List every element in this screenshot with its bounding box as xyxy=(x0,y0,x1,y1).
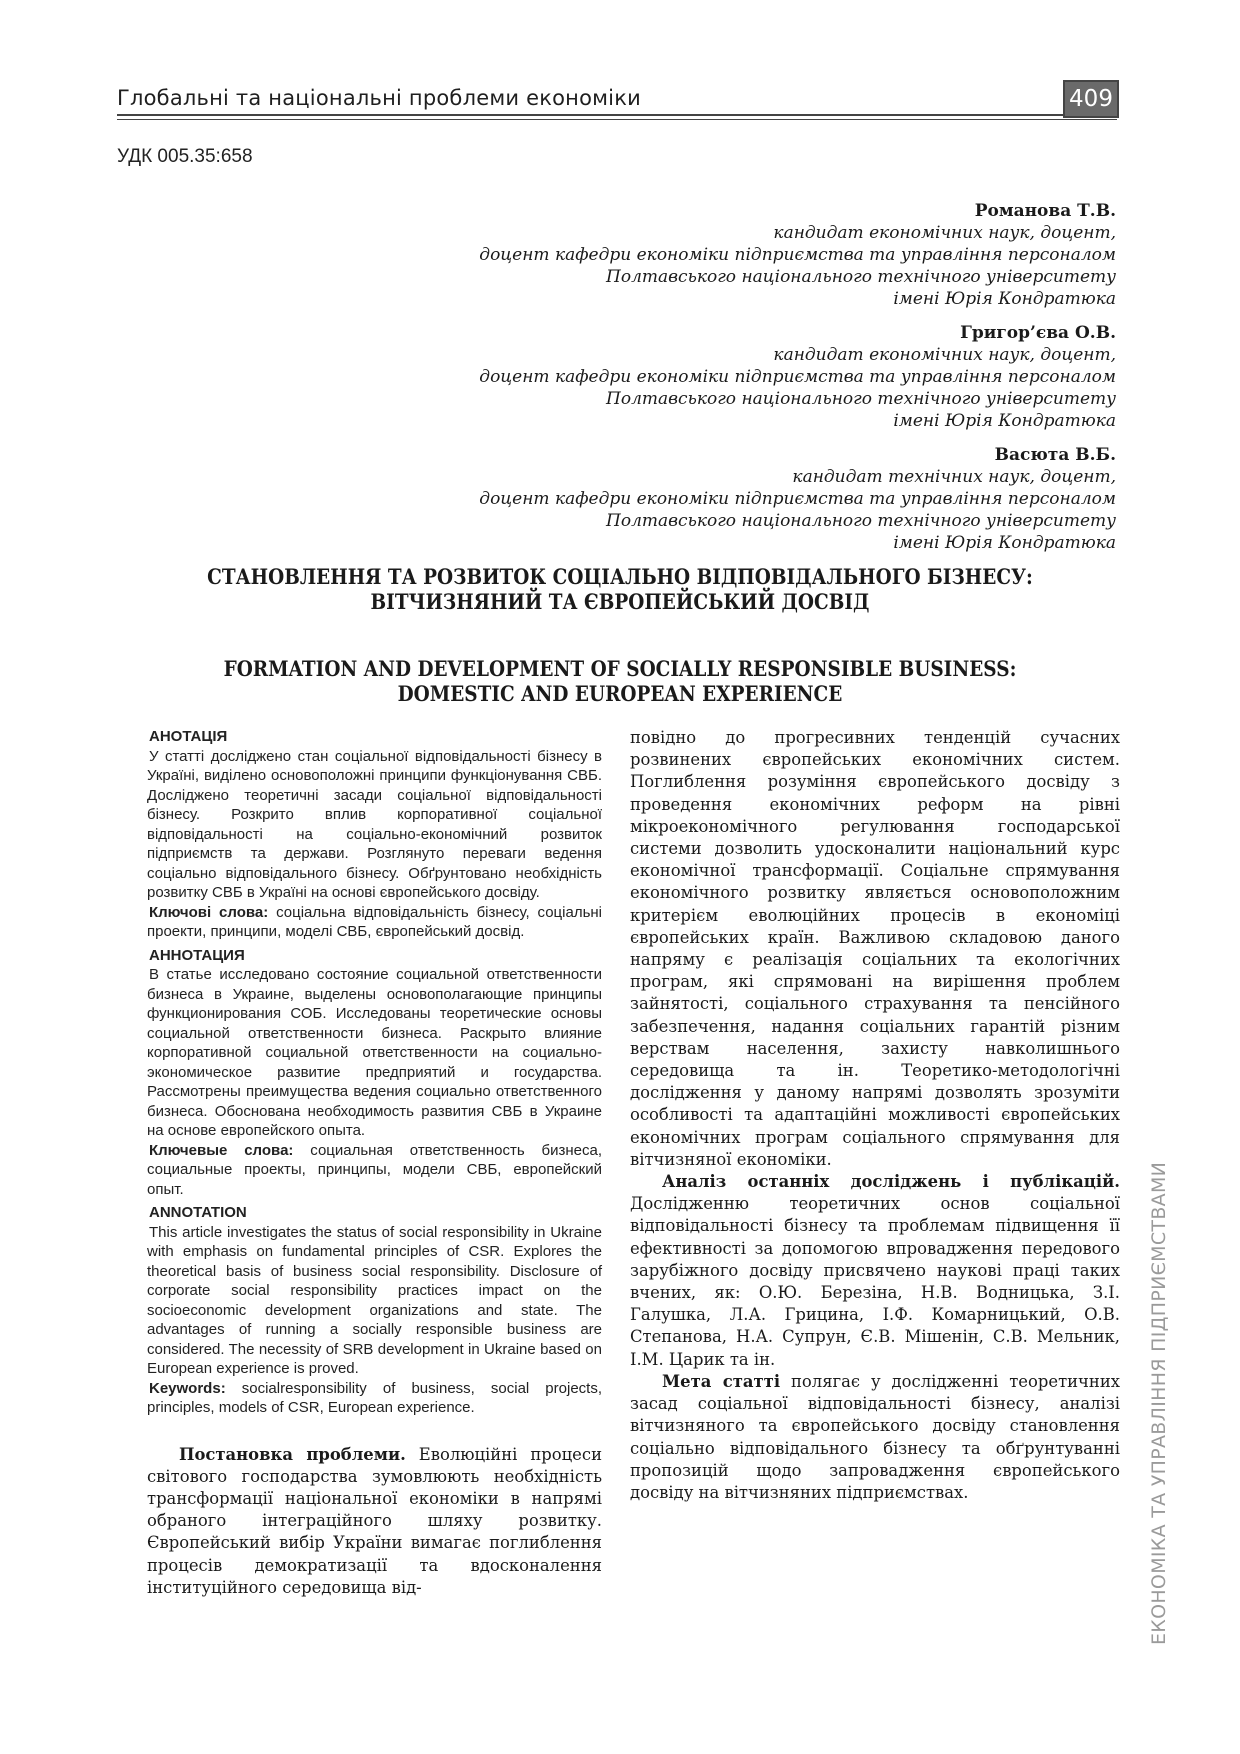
author-name: Романова Т.В. xyxy=(974,201,1116,221)
author-affiliation-line: доцент кафедри економіки підприємства та управління персоналом xyxy=(479,367,1116,387)
section-problem-continued xyxy=(630,727,1120,1504)
author-affiliation-line: доцент кафедри економіки підприємства та управління персоналом xyxy=(479,245,1116,265)
keywords xyxy=(147,1379,602,1418)
title-ua-line-2: ВІТЧИЗНЯНИЙ ТА ЄВРОПЕЙСЬКИЙ ДОСВІД xyxy=(370,589,870,614)
keywords-list: socialresponsibility of business, social projects, principles, models of CSR, European experience. xyxy=(147,1379,602,1416)
paragraph-text: полягає у дослідженні теоретичних засад соціальної відповідальності бізнесу, аналізі вітчизняного та європейського досвіду становлення соціально відповідального бізнесу та обґрунтуванні пропозицій щодо запровадження європейського досвіду на вітчизняних підприємствах. xyxy=(630,1371,1120,1502)
section-problem-statement xyxy=(147,1444,602,1599)
section-heading: Постановка проблеми. xyxy=(179,1444,406,1464)
author-affiliation-line: кандидат економічних наук, доцент, xyxy=(773,345,1116,365)
keywords-label: Ключові слова: xyxy=(149,903,269,921)
header-rule-secondary xyxy=(117,119,1117,120)
section-heading: Мета статті xyxy=(662,1371,781,1391)
title-ua-line-1: СТАНОВЛЕННЯ ТА РОЗВИТОК СОЦІАЛЬНО ВІДПОВІДАЛЬНОГО БІЗНЕСУ: xyxy=(207,564,1033,589)
author-entry xyxy=(316,322,1116,432)
keywords xyxy=(147,903,602,942)
section-heading: Аналіз останніх досліджень і публікацій. xyxy=(662,1172,1120,1192)
author-name: Григор’єва О.В. xyxy=(960,323,1116,343)
keywords-list: социальная ответственность бизнеса, социальные проекты, принципы, модели СВБ, европейский опыт. xyxy=(147,1141,602,1198)
journal-section-title: Глобальні та національні проблеми економіки xyxy=(117,86,641,110)
abstract-text: У статті досліджено стан соціальної відповідальності бізнесу в Україні, виділено основоположні принципи функціонування СВБ. Досліджено теоретичні засади соціальної відповідальності бізнесу. Розкрито вплив корпоративної соціальної відповідальності на соціально-економічний розвиток підприємств та держави. Розглянуто переваги ведення соціально відповідального бізнесу. Обґрунтовано необхідність розвитку СВБ в Україні на основі європейського досвіду. xyxy=(147,747,602,901)
left-column xyxy=(147,727,602,1599)
udc-code: УДК 005.35:658 xyxy=(117,146,253,167)
author-affiliation-line: імені Юрія Кондратюка xyxy=(893,411,1116,431)
author-entry xyxy=(316,200,1116,310)
abstract-heading: ANNOTATION xyxy=(149,1204,247,1221)
author-affiliation-line: Полтавського національного технічного університету xyxy=(606,267,1116,287)
page-number: 409 xyxy=(1063,80,1119,118)
abstract-heading: АННОТАЦИЯ xyxy=(149,946,245,964)
title-english xyxy=(180,656,1060,706)
author-affiliation-line: імені Юрія Кондратюка xyxy=(893,289,1116,309)
paragraph-text: Еволюційні процеси світового господарства зумовлюють необхідність трансформації національної економіки в напрямі обраного інтеграційного шляху розвитку. Європейський вибір України вимагає поглиблення процесів демократизації та вдосконалення інституційного середовища від- xyxy=(147,1444,602,1597)
author-name: Васюта В.Б. xyxy=(994,445,1116,465)
keywords-label: Keywords: xyxy=(149,1379,226,1397)
journal-rubric-side-label: ЕКОНОМІКА ТА УПРАВЛІННЯ ПІДПРИЄМСТВАМИ xyxy=(1148,1161,1170,1645)
author-affiliation-line: імені Юрія Кондратюка xyxy=(893,533,1116,553)
abstract-ukrainian xyxy=(147,727,602,942)
keywords-label: Ключевые слова: xyxy=(149,1141,294,1159)
running-header xyxy=(117,80,1117,120)
keywords-list: соціальна відповідальність бізнесу, соціальні проекти, принципи, моделі СВБ, європейський досвід. xyxy=(147,903,603,940)
author-affiliation-line: Полтавського національного технічного університету xyxy=(606,511,1116,531)
abstract-text: В статье исследовано состояние социальной ответственности бизнеса в Украине, выделены основополагающие принципы функционирования СОБ. Исследованы теоретические основы социальной ответственности бизнеса. Раскрыто влияние корпоративной социальной ответственности на социально-экономическое развитие предприятий и государства. Рассмотрены преимущества ведения социально ответственного бизнеса. Обоснована необходимость развития СВБ в Украине на основе европейского опыта. xyxy=(147,966,602,1139)
keywords xyxy=(147,1141,602,1200)
abstract-heading: АНОТАЦІЯ xyxy=(149,728,228,745)
author-affiliation-line: кандидат економічних наук, доцент, xyxy=(773,223,1116,243)
author-list xyxy=(316,200,1116,566)
article-titles xyxy=(120,564,1120,706)
author-affiliation-line: доцент кафедри економіки підприємства та управління персоналом xyxy=(479,489,1116,509)
title-ukrainian xyxy=(180,564,1060,614)
abstract-russian xyxy=(147,946,602,1200)
right-column xyxy=(630,727,1120,1504)
abstract-text: This article investigates the status of social responsibility in Ukraine with emphasis on fundamental principles of CSR. Explores the theoretical basis of business social responsibility. Disclosure of corporate social responsibility practices impact on the socioeconomic development organizations and state. The advantages of running a socially responsible business are considered. The necessity of SRB development in Ukraine based on European experience is proved. xyxy=(147,1223,602,1377)
title-en-line-2: DOMESTIC AND EUROPEAN EXPERIENCE xyxy=(397,681,843,706)
paragraph-text: Дослідженню теоретичних основ соціальної відповідальності бізнесу та проблемам підвищення її ефективності за допомогою впровадження передового зарубіжного досвіду присвячено наукові праці таких вчених, як: О.Ю. Березіна, Н.В. Водницька, З.І. Галушка, Л.А. Грицина, І.Ф. Комарницький, О.В. Степанова, Н.А. Супрун, Є.В. Мішенін, С.В. Мельник, І.М. Царик та ін. xyxy=(630,1194,1120,1369)
paragraph-text: повідно до прогресивних тенденцій сучасних розвинених європейських економічних систем. Поглиблення розуміння європейського досвіду з проведення економічних реформ на рівні мікроекономічного регулювання господарської системи дозволить удосконалити національний курс економічної трансформації. Соціальне спрямування економічного розвитку являється основоположним критерієм еволюційних процесів в економіці європейських країн. Важливою складовою даного напряму є реалізація соціальних та екологічних програм, які спрямовані на вирішення проблем зайнятості, соціального страхування та пенсійного забезпечення, надання соціальних гарантій різним верствам населення, захисту навколишнього середовища та ін. Теоретико-методологічні дослідження у даному напрямі дозволять зрозуміти особливості та адаптаційні можливості європейських економічних програм соціального спрямування для вітчизняної економіки. xyxy=(630,728,1120,1169)
abstract-english xyxy=(147,1203,602,1418)
author-affiliation-line: кандидат технічних наук, доцент, xyxy=(792,467,1116,487)
author-entry xyxy=(316,444,1116,554)
header-rule xyxy=(117,114,1063,116)
title-en-line-1: FORMATION AND DEVELOPMENT OF SOCIALLY RESPONSIBLE BUSINESS: xyxy=(223,656,1017,681)
author-affiliation-line: Полтавського національного технічного університету xyxy=(606,389,1116,409)
